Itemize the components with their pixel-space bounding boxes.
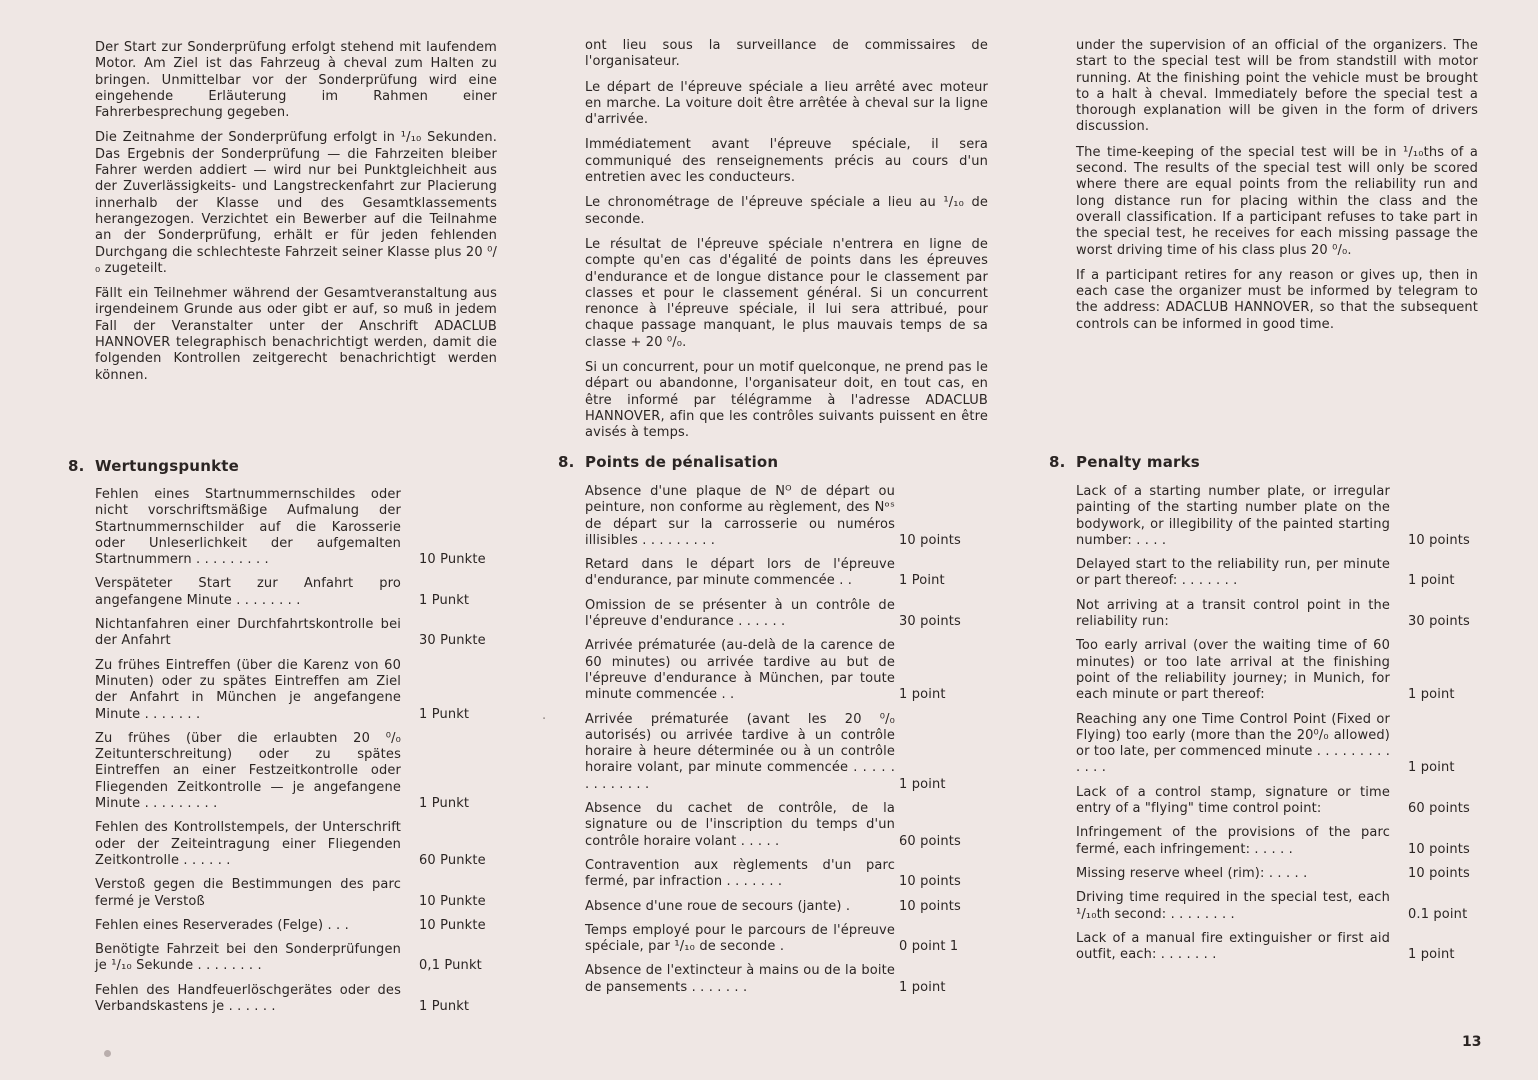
stray-mark: · bbox=[542, 712, 547, 727]
penalty-row bbox=[585, 923, 980, 956]
penalty-text: Missing reserve wheel (rim): . . . . . bbox=[1076, 865, 1308, 881]
penalty-row bbox=[95, 983, 497, 1016]
french-paragraph: ont lieu sous la surveillance de commissaires de l'organisateur. bbox=[585, 38, 988, 70]
penalty-text: Fehlen des Kontrollstempels, der Unterschrift oder der Zeiteintragung einer Fliegenden Zeitkontrolle . . . . . . bbox=[95, 820, 401, 868]
penalty-row bbox=[1076, 484, 1478, 549]
penalty-row bbox=[95, 877, 497, 910]
section-title: Penalty marks bbox=[1076, 453, 1200, 471]
penalty-text: Too early arrival (over the waiting time of 60 minutes) or too late arrival at the finishing point of the reliability journey; in Munich, for each minute or part thereof: bbox=[1076, 638, 1390, 703]
french-paragraph: Le chronométrage de l'épreuve spéciale a lieu au ¹/₁₀ de seconde. bbox=[585, 195, 988, 227]
penalty-value: 60 points bbox=[1408, 801, 1470, 817]
penalty-row bbox=[585, 899, 980, 915]
penalty-row bbox=[95, 820, 497, 869]
penalty-row bbox=[95, 731, 497, 812]
penalty-row bbox=[585, 712, 980, 793]
penalty-value: 10 points bbox=[899, 874, 961, 890]
french-section-heading bbox=[558, 453, 778, 471]
german-section-heading bbox=[68, 457, 239, 475]
penalty-row bbox=[95, 576, 497, 609]
french-penalty-list bbox=[585, 484, 980, 1004]
section-title: Points de pénalisation bbox=[585, 453, 779, 471]
german-paragraph: Die Zeitnahme der Sonderprüfung erfolgt in ¹/₁₀ Sekunden. Das Ergebnis der Sonderprüfung — die Fahrzeiten bleiber Fahrer werden addiert — wird nur bei Punktgleichheit aus der Zuverlässigkeits- und Langstreckenfahrt zur Placierung innerhalb der Klasse und des Gesamtklassements herangezogen. Verzichtet ein Bewerber auf die Teilnahme an der Sonderprüfung, erhält er für jeden fehlenden Durchgang die schlechteste Fahrzeit seiner Klasse plus 20 ⁰/₀ zugeteilt. bbox=[95, 130, 497, 276]
penalty-value: 10 Punkte bbox=[419, 552, 486, 568]
penalty-value: 0 point 1 bbox=[899, 939, 959, 955]
penalty-row bbox=[1076, 557, 1478, 590]
penalty-value: 1 point bbox=[1408, 573, 1455, 589]
german-paragraph: Fällt ein Teilnehmer während der Gesamtveranstaltung aus irgendeinem Grunde aus oder gibt er auf, so muß in jedem Fall der Veranstalter unter der Anschrift ADACLUB HANNOVER telegraphisch benachrichtigt werden, damit die folgenden Kontrollen zeitgerecht benachrichtigt werden können. bbox=[95, 286, 497, 383]
penalty-text: Fehlen eines Startnummernschildes oder nicht vorschriftsmäßige Aufmalung der Startnummernschilder auf die Karosserie oder Unleserlichkeit der aufgemalten Startnummern . . . . . . . . . bbox=[95, 487, 401, 568]
penalty-row bbox=[1076, 712, 1478, 777]
penalty-row bbox=[1076, 866, 1478, 882]
penalty-text: Fehlen des Handfeuerlöschgerätes oder des Verbandskastens je . . . . . . bbox=[95, 982, 401, 1015]
penalty-text: Absence du cachet de contrôle, de la signature ou de l'inscription du temps d'un contrôle horaire volant . . . . . bbox=[585, 801, 895, 849]
penalty-row bbox=[1076, 598, 1478, 631]
penalty-value: 30 Punkte bbox=[419, 633, 486, 649]
penalty-text: Lack of a starting number plate, or irregular painting of the starting number plate on the bodywork, or illegibility of the painted starting number: . . . . bbox=[1076, 484, 1390, 548]
penalty-row bbox=[585, 557, 980, 590]
paper-speck bbox=[104, 1050, 111, 1057]
penalty-value: 1 Point bbox=[899, 573, 945, 589]
penalty-text: Infringement of the provisions of the parc fermé, each infringement: . . . . . bbox=[1076, 825, 1390, 857]
penalty-row bbox=[585, 484, 980, 549]
french-paragraph: Le départ de l'épreuve spéciale a lieu arrêté avec moteur en marche. La voiture doit être arrêtée à cheval sur la ligne d'arrivée. bbox=[585, 79, 988, 128]
penalty-value: 1 point bbox=[899, 979, 946, 995]
penalty-row bbox=[585, 801, 980, 850]
english-paragraph: under the supervision of an official of the organizers. The start to the special test will be from standstill with motor running. At the finishing point the vehicle must be brought to a halt à cheval. Immediately before the special test a thorough explanation will be given in the form of drivers discussion. bbox=[1076, 38, 1478, 135]
penalty-value: 1 Punkt bbox=[419, 706, 470, 722]
penalty-value: 1 point bbox=[1408, 760, 1455, 776]
penalty-row bbox=[1076, 785, 1478, 818]
penalty-row bbox=[1076, 931, 1478, 964]
penalty-value: 0,1 Punkt bbox=[419, 958, 482, 974]
penalty-text: Nichtanfahren einer Durchfahrtskontrolle bei der Anfahrt bbox=[95, 617, 401, 649]
penalty-text: Driving time required in the special test, each ¹/₁₀th second: . . . . . . . . bbox=[1076, 890, 1390, 922]
penalty-value: 1 point bbox=[899, 776, 946, 792]
english-section-heading bbox=[1049, 453, 1200, 471]
section-number: 8. bbox=[558, 453, 575, 471]
penalty-row bbox=[585, 858, 980, 891]
penalty-text: Delayed start to the reliability run, per minute or part thereof: . . . . . . . bbox=[1076, 557, 1390, 589]
penalty-value: 10 points bbox=[1408, 532, 1470, 548]
penalty-text: Fehlen eines Reserverades (Felge) . . . bbox=[95, 917, 349, 933]
penalty-text: Benötigte Fahrzeit bei den Sonderprüfungen je ¹/₁₀ Sekunde . . . . . . . . bbox=[95, 942, 401, 974]
penalty-value: 60 points bbox=[899, 833, 961, 849]
penalty-value: 10 points bbox=[899, 898, 961, 914]
penalty-row bbox=[95, 658, 497, 723]
penalty-row bbox=[95, 617, 497, 650]
penalty-value: 60 Punkte bbox=[419, 852, 486, 868]
german-penalty-list bbox=[95, 487, 497, 1023]
english-penalty-list bbox=[1076, 484, 1478, 971]
penalty-text: Reaching any one Time Control Point (Fixed or Flying) too early (more than the 20⁰/₀ allowed) or too late, per commenced minute . . . . . . . . . . . . . bbox=[1076, 711, 1390, 776]
german-paragraph: Der Start zur Sonderprüfung erfolgt stehend mit laufendem Motor. Am Ziel ist das Fahrzeug à cheval zum Halten zu bringen. Unmittelbar vor der Sonderprüfung wird eine eingehende Erläuterung im Rahmen einer Fahrerbesprechung gegeben. bbox=[95, 40, 497, 121]
penalty-value: 1 Punkt bbox=[419, 592, 470, 608]
penalty-text: Omission de se présenter à un contrôle de l'épreuve d'endurance . . . . . . bbox=[585, 597, 895, 630]
penalty-value: 30 points bbox=[1408, 614, 1470, 630]
penalty-row bbox=[585, 598, 980, 631]
penalty-text: Not arriving at a transit control point in the reliability run: bbox=[1076, 597, 1390, 630]
penalty-row bbox=[585, 963, 980, 996]
penalty-row bbox=[1076, 825, 1478, 858]
english-paragraph: If a participant retires for any reason or gives up, then in each case the organizer must be informed by telegram to the address: ADACLUB HANNOVER, so that the subsequent controls can be informed in good time. bbox=[1076, 267, 1478, 332]
penalty-text: Verspäteter Start zur Anfahrt pro angefangene Minute . . . . . . . . bbox=[95, 576, 401, 608]
penalty-value: 10 points bbox=[1408, 865, 1470, 881]
french-intro bbox=[585, 38, 988, 451]
penalty-value: 1 Punkt bbox=[419, 999, 470, 1015]
english-paragraph: The time-keeping of the special test will be in ¹/₁₀ths of a second. The results of the special test will only be scored where there are equal points from the reliability run and long distance run for placing within the class and the overall classification. If a participant refuses to take part in the special test, he receives for each missing passage the worst driving time of his class plus 20 ⁰/₀. bbox=[1076, 144, 1478, 258]
penalty-value: 1 Punkt bbox=[419, 796, 470, 812]
penalty-row bbox=[95, 918, 497, 934]
penalty-row bbox=[95, 942, 497, 975]
penalty-text: Zu frühes Eintreffen (über die Karenz von 60 Minuten) oder zu spätes Eintreffen am Ziel der Anfahrt in München je angefangene Minute . . . . . . . bbox=[95, 657, 401, 722]
penalty-text: Lack of a manual fire extinguisher or first aid outfit, each: . . . . . . . bbox=[1076, 930, 1390, 963]
french-paragraph: Immédiatement avant l'épreuve spéciale, il sera communiqué des renseignements précis au cours d'un entretien avec les conducteurs. bbox=[585, 137, 988, 186]
penalty-row bbox=[585, 638, 980, 703]
english-intro bbox=[1076, 38, 1478, 342]
section-title: Wertungspunkte bbox=[95, 457, 239, 475]
page-number: 13 bbox=[1462, 1034, 1482, 1050]
penalty-text: Lack of a control stamp, signature or time entry of a "flying" time control point: bbox=[1076, 784, 1390, 817]
penalty-value: 1 point bbox=[1408, 947, 1455, 963]
penalty-text: Verstoß gegen die Bestimmungen des parc fermé je Verstoß bbox=[95, 877, 401, 909]
penalty-row bbox=[1076, 638, 1478, 703]
penalty-value: 10 Punkte bbox=[419, 917, 486, 933]
penalty-text: Zu frühes (über die erlaubten 20 ⁰/₀ Zeitunterschreitung) oder zu spätes Eintreffen an einer Festzeitkontrolle oder Fliegenden Zeitkontrolle — je angefangene Minute . . . . . . . . . bbox=[95, 730, 401, 812]
german-intro bbox=[95, 40, 497, 393]
penalty-text: Absence de l'extincteur à mains ou de la boite de pansements . . . . . . . bbox=[585, 963, 895, 995]
french-paragraph: Si un concurrent, pour un motif quelconque, ne prend pas le départ ou abandonne, l'organisateur doit, en tout cas, en être informé par télégramme à l'adresse ADACLUB HANNOVER, afin que les contrôles suivants puissent en être avisés à temps. bbox=[585, 360, 988, 441]
penalty-text: Arrivée prématurée (avant les 20 ⁰/₀ autorisés) ou arrivée tardive à un contrôle horaire à heure déterminée ou à un contrôle horaire volant, par minute commencée . . . . . . . . . . . . . bbox=[585, 711, 895, 792]
penalty-text: Contravention aux règlements d'un parc fermé, par infraction . . . . . . . bbox=[585, 857, 895, 890]
penalty-value: 1 point bbox=[899, 687, 946, 703]
penalty-value: 1 point bbox=[1408, 687, 1455, 703]
penalty-value: 10 Punkte bbox=[419, 893, 486, 909]
penalty-value: 30 points bbox=[899, 614, 961, 630]
penalty-text: Arrivée prématurée (au-delà de la carence de 60 minutes) ou arrivée tardive au but de l'épreuve d'endurance à München, par toute minute commencée . . bbox=[585, 638, 895, 703]
section-number: 8. bbox=[68, 457, 85, 475]
penalty-text: Temps employé pour le parcours de l'épreuve spéciale, par ¹/₁₀ de seconde . bbox=[585, 922, 895, 955]
penalty-text: Retard dans le départ lors de l'épreuve d'endurance, par minute commencée . . bbox=[585, 557, 895, 589]
french-paragraph: Le résultat de l'épreuve spéciale n'entrera en ligne de compte qu'en cas d'égalité de points dans les épreuves d'endurance et de longue distance pour le classement par classes et pour le classement général. Si un concurrent renonce à l'épreuve spéciale, il lui sera attribué, pour chaque passage manquant, le plus mauvais temps de sa classe + 20 ⁰/₀. bbox=[585, 236, 988, 350]
penalty-row bbox=[95, 487, 497, 568]
penalty-value: 10 points bbox=[1408, 841, 1470, 857]
penalty-row bbox=[1076, 890, 1478, 923]
penalty-text: Absence d'une roue de secours (jante) . bbox=[585, 898, 851, 914]
penalty-value: 0.1 point bbox=[1408, 906, 1468, 922]
penalty-value: 10 points bbox=[899, 532, 961, 548]
penalty-text: Absence d'une plaque de Nᴼ de départ ou peinture, non conforme au règlement, des Nᵒˢ de départ sur la carrosserie ou numéros illisibles . . . . . . . . . bbox=[585, 484, 895, 548]
section-number: 8. bbox=[1049, 453, 1066, 471]
